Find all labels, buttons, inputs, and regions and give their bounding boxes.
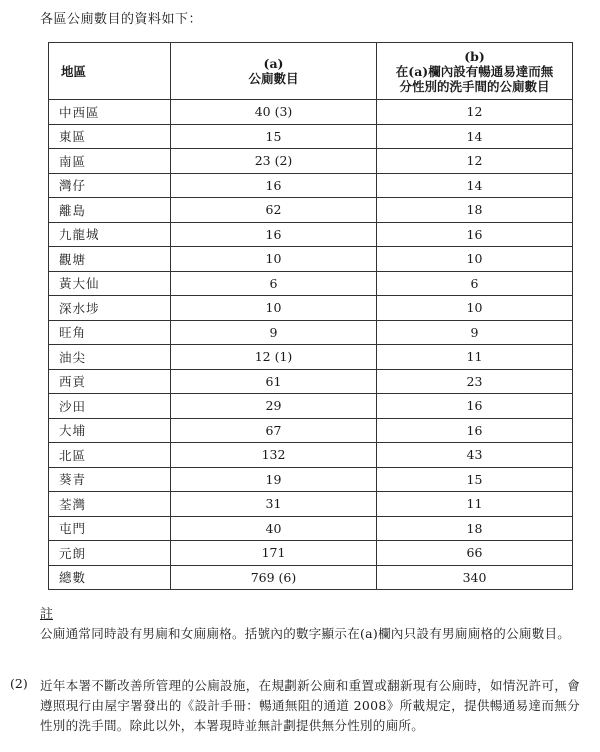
header-col-a	[171, 43, 377, 100]
accessible-unisex-cell: 12	[377, 149, 573, 174]
public-toilets-cell: 16	[171, 222, 377, 247]
table-row	[49, 149, 573, 174]
region-cell: 南區	[49, 149, 171, 174]
region-cell: 荃灣	[49, 492, 171, 517]
table-row	[49, 492, 573, 517]
public-toilets-cell: 769 (6)	[171, 565, 377, 590]
region-cell: 北區	[49, 443, 171, 468]
header-row	[49, 43, 573, 100]
region-cell: 油尖	[49, 345, 171, 370]
region-cell: 旺角	[49, 320, 171, 345]
accessible-unisex-cell: 23	[377, 369, 573, 394]
note-body: 公廁通常同時設有男廁和女廁廁格。括號內的數字顯示在(a)欄內只設有男廁廁格的公廁數目。	[40, 626, 571, 641]
public-toilets-cell: 6	[171, 271, 377, 296]
region-cell: 元朗	[49, 541, 171, 566]
accessible-unisex-cell: 16	[377, 418, 573, 443]
accessible-unisex-cell: 12	[377, 100, 573, 125]
table-row	[49, 320, 573, 345]
accessible-unisex-cell: 10	[377, 296, 573, 321]
region-cell: 九龍城	[49, 222, 171, 247]
region-cell: 屯門	[49, 516, 171, 541]
public-toilets-cell: 23 (2)	[171, 149, 377, 174]
public-toilets-cell: 171	[171, 541, 377, 566]
public-toilets-cell: 16	[171, 173, 377, 198]
table-body	[49, 100, 573, 590]
public-toilets-cell: 15	[171, 124, 377, 149]
header-col-b	[377, 43, 573, 100]
header-col-a-tag: (a)	[263, 56, 284, 71]
table-row	[49, 418, 573, 443]
table-row	[49, 541, 573, 566]
intro-text: 各區公廁數目的資料如下：	[40, 12, 203, 27]
table-row	[49, 296, 573, 321]
public-toilets-cell: 67	[171, 418, 377, 443]
public-toilets-cell: 9	[171, 320, 377, 345]
table-row	[49, 345, 573, 370]
region-cell: 葵青	[49, 467, 171, 492]
region-cell: 沙田	[49, 394, 171, 419]
table-row	[49, 100, 573, 125]
accessible-unisex-cell: 11	[377, 345, 573, 370]
accessible-unisex-cell: 340	[377, 565, 573, 590]
region-cell: 東區	[49, 124, 171, 149]
table-row	[49, 222, 573, 247]
public-toilets-cell: 31	[171, 492, 377, 517]
region-cell: 深水埗	[49, 296, 171, 321]
region-cell: 大埔	[49, 418, 171, 443]
table-row	[49, 394, 573, 419]
header-col-b-line1: 在(a)欄內設有暢通易達而無	[395, 63, 554, 79]
table-row	[49, 271, 573, 296]
public-toilets-cell: 40 (3)	[171, 100, 377, 125]
public-toilets-cell: 12 (1)	[171, 345, 377, 370]
table-header	[49, 43, 573, 100]
note-title: 註	[40, 607, 54, 622]
accessible-unisex-cell: 6	[377, 271, 573, 296]
region-cell: 灣仔	[49, 173, 171, 198]
accessible-unisex-cell: 14	[377, 124, 573, 149]
public-toilets-cell: 19	[171, 467, 377, 492]
region-cell: 觀塘	[49, 247, 171, 272]
header-col-b-line2: 分性別的洗手間的公廁數目	[399, 78, 550, 94]
public-toilets-cell: 10	[171, 296, 377, 321]
region-cell: 總數	[49, 565, 171, 590]
accessible-unisex-cell: 66	[377, 541, 573, 566]
header-region: 地區	[49, 43, 171, 100]
public-toilets-cell: 29	[171, 394, 377, 419]
table-row	[49, 369, 573, 394]
accessible-unisex-cell: 16	[377, 394, 573, 419]
table-row	[49, 516, 573, 541]
table-row	[49, 247, 573, 272]
accessible-unisex-cell: 18	[377, 198, 573, 223]
region-cell: 西貢	[49, 369, 171, 394]
header-col-b-tag: (b)	[464, 48, 485, 64]
accessible-unisex-cell: 14	[377, 173, 573, 198]
header-col-a-label: 公廁數目	[248, 71, 299, 86]
public-toilets-cell: 62	[171, 198, 377, 223]
region-cell: 離島	[49, 198, 171, 223]
public-toilets-cell: 132	[171, 443, 377, 468]
table-row	[49, 565, 573, 590]
table-row	[49, 198, 573, 223]
table-row	[49, 443, 573, 468]
public-toilets-cell: 40	[171, 516, 377, 541]
toilet-data-table	[48, 42, 573, 590]
table-row	[49, 467, 573, 492]
public-toilets-cell: 10	[171, 247, 377, 272]
accessible-unisex-cell: 43	[377, 443, 573, 468]
table-row	[49, 173, 573, 198]
accessible-unisex-cell: 10	[377, 247, 573, 272]
accessible-unisex-cell: 16	[377, 222, 573, 247]
accessible-unisex-cell: 11	[377, 492, 573, 517]
accessible-unisex-cell: 18	[377, 516, 573, 541]
accessible-unisex-cell: 9	[377, 320, 573, 345]
table-row	[49, 124, 573, 149]
public-toilets-cell: 61	[171, 369, 377, 394]
accessible-unisex-cell: 15	[377, 467, 573, 492]
paragraph-number: (2)	[10, 676, 28, 691]
region-cell: 中西區	[49, 100, 171, 125]
region-cell: 黃大仙	[49, 271, 171, 296]
paragraph-text: 近年本署不斷改善所管理的公廁設施，在規劃新公廁和重置或翻新現有公廁時，如情況許可，會遵照現行由屋宇署發出的《設計手冊：暢通無阻的通道 2008》所載規定，提供暢通易達而無分性別的洗手間。除此以外，本署現時並無計劃提供無分性別的廁所。	[40, 678, 580, 733]
